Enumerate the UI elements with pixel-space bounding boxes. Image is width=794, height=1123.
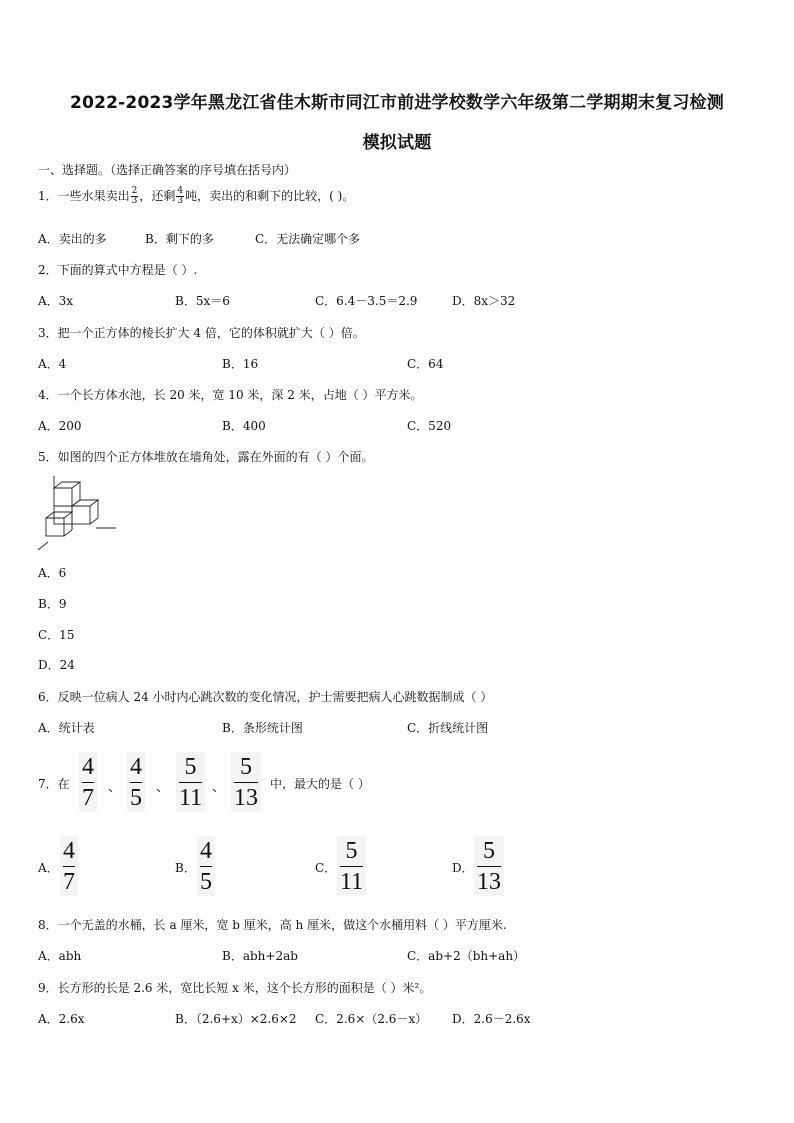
q5-option-b: B．9 xyxy=(38,597,67,611)
q9-option-c: C．2.6×（2.6－x） xyxy=(315,1012,428,1026)
q7-fraction-1: 4 7 xyxy=(79,752,97,812)
q4-option-c: C．520 xyxy=(407,419,452,433)
q3-option-a: A．4 xyxy=(38,357,67,371)
stacked-cubes-figure xyxy=(36,474,120,552)
section-heading: 一、选择题。（选择正确答案的序号填在括号内） xyxy=(38,163,297,177)
question-1 xyxy=(38,187,354,206)
q7-separator-1: 、 xyxy=(108,780,122,795)
question-8: 8．一个无盖的水桶，长 a 厘米，宽 b 厘米，高 h 厘米，做这个水桶用料（ ）平方厘米. xyxy=(38,918,507,932)
q7-fraction-2: 4 5 xyxy=(127,752,145,812)
q7-option-d-fraction: 5 13 xyxy=(474,836,504,896)
q7-text-post: 中，最大的是（ ） xyxy=(270,777,370,791)
q1-text-pre: 1．一些水果卖出 xyxy=(38,189,130,203)
q1-option-b: B．剩下的多 xyxy=(145,232,214,246)
q6-option-a: A．统计表 xyxy=(38,721,95,735)
q5-option-d: D．24 xyxy=(38,658,75,672)
question-5: 5．如图的四个正方体堆放在墙角处，露在外面的有（ ）个面。 xyxy=(38,450,374,464)
q7-option-a-fraction: 4 7 xyxy=(60,836,78,896)
q5-option-c: C．15 xyxy=(38,628,75,642)
q1-text-post: 吨，卖出的和剩下的比较，( )。 xyxy=(185,189,355,203)
q7-option-d-letter: D． xyxy=(452,861,474,875)
q1-fraction-2: $\frac{4}{3}$ xyxy=(177,186,184,206)
q9-option-d: D．2.6－2.6x xyxy=(452,1012,531,1026)
q6-option-b: B．条形统计图 xyxy=(222,721,303,735)
q8-option-c: C．ab+2（bh+ah） xyxy=(407,949,526,963)
q7-fraction-4: 5 13 xyxy=(231,752,261,812)
question-2: 2．下面的算式中方程是（ ）. xyxy=(38,263,198,277)
q1-option-a: A．卖出的多 xyxy=(38,232,107,246)
q8-option-a: A．abh xyxy=(38,949,82,963)
q8-option-b: B．abh+2ab xyxy=(222,949,298,963)
q7-option-b-letter: B． xyxy=(175,861,196,875)
q2-option-c: C．6.4－3.5＝2.9 xyxy=(315,294,418,308)
q3-option-b: B．16 xyxy=(222,357,259,371)
q7-separator-2: 、 xyxy=(156,780,170,795)
q7-option-a-letter: A． xyxy=(38,861,59,875)
q4-option-a: A．200 xyxy=(38,419,82,433)
q3-option-c: C．64 xyxy=(407,357,444,371)
q9-option-b: B．（2.6+x）×2.6×2 xyxy=(175,1012,297,1026)
q1-text-mid: ，还剩 xyxy=(139,189,176,203)
document-title-line2: 模拟试题 xyxy=(362,133,432,153)
q6-option-c: C．折线统计图 xyxy=(407,721,489,735)
q9-option-a: A．2.6x xyxy=(38,1012,85,1026)
q7-option-c-fraction: 5 11 xyxy=(337,836,366,896)
q7-option-c-letter: C． xyxy=(315,861,337,875)
q7-option-b-fraction: 4 5 xyxy=(197,836,215,896)
q7-fraction-3: 5 11 xyxy=(176,752,205,812)
q7-separator-3: 、 xyxy=(212,780,226,795)
q1-option-c: C．无法确定哪个多 xyxy=(255,232,361,246)
q4-option-b: B．400 xyxy=(222,419,266,433)
q5-option-a: A．6 xyxy=(38,566,67,580)
question-9: 9．长方形的长是 2.6 米，宽比长短 x 米，这个长方形的面积是（ ）米²。 xyxy=(38,981,432,995)
document-title-line1: 2022-2023学年黑龙江省佳木斯市同江市前进学校数学六年级第二学期期末复习检测 xyxy=(70,93,724,113)
question-6: 6．反映一位病人 24 小时内心跳次数的变化情况，护士需要把病人心跳数据制成（ ） xyxy=(38,690,493,704)
q7-text-pre: 7．在 xyxy=(38,777,70,791)
question-3: 3．把一个正方体的棱长扩大 4 倍，它的体积就扩大（ ）倍。 xyxy=(38,326,365,340)
q2-option-a: A．3x xyxy=(38,294,74,308)
q1-fraction-1: $\frac{2}{3}$ xyxy=(131,186,138,206)
question-4: 4．一个长方体水池，长 20 米，宽 10 米，深 2 米，占地（ ）平方米。 xyxy=(38,388,423,402)
q2-option-d: D．8x＞32 xyxy=(452,294,516,308)
q2-option-b: B．5x＝6 xyxy=(175,294,230,308)
